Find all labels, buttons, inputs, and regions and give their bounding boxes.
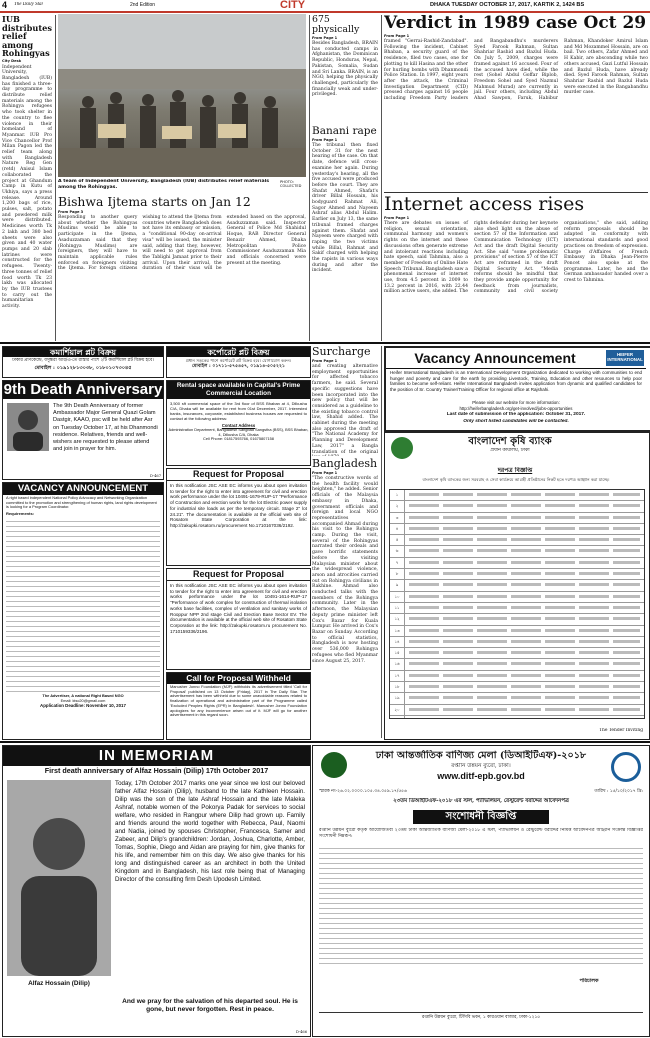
- ad-subtitle: First death anniversary of Alfaz Hossain (Dilip) 17th October 2017: [44, 766, 269, 775]
- column-rule: [381, 15, 382, 341]
- story-body: The tribunal then fixed October 31 for the next hearing of the case. On that date, defence will cross-examine her again. During yesterday's hearing, all the five accused were produced before the court. They are Shafat Ahmed, Shafat's driver Billal Hossain, his bodyguard Rahmat Ali, Sagor Ahmed and Nayeem Ashraf alias Abdul Halim. Earlier on July 13, the same tribunal framed charges against them. Shafat and Nayeem were charged with raping the two victims while Billal, Rahmat and Sakif charged with helping the rapists in various ways during and after the incident.: [312, 143, 378, 274]
- table-row: [390, 501, 644, 512]
- ad-krishi-bank: [384, 432, 650, 740]
- table-cell-description: [409, 662, 640, 665]
- story-headline: Banani rape: [312, 126, 377, 137]
- ad-proposal-1: [166, 468, 311, 566]
- story-headline: Surcharge: [312, 346, 371, 358]
- ad-withheld: [166, 672, 311, 740]
- ad-website[interactable]: www.ditf-epb.gov.bd: [437, 771, 525, 781]
- table-cell-serial: ১৯: [390, 693, 405, 703]
- ad-title: বাংলাদেশ কৃষি ব্যাংক: [468, 436, 552, 447]
- story-internet: [384, 194, 648, 341]
- dateline: DHAKA TUESDAY OCTOBER 17, 2017, KARTIK 2, 1424 BS: [430, 2, 585, 8]
- ad-contact-label: Contact Address: [221, 423, 256, 428]
- ad-commercial-plot: [2, 346, 164, 378]
- ad-deadline: Last date of submission of the application: October 31, 2017.: [446, 412, 586, 417]
- ad-note: Only short listed candidates will be contacted.: [463, 419, 569, 424]
- table-row: [390, 614, 644, 625]
- ad-requirements-list: [6, 517, 160, 693]
- table-cell-description: [409, 595, 640, 598]
- table-row: [390, 671, 644, 682]
- story-headline: Internet access rises: [384, 194, 585, 215]
- ad-subtitle: রপ্তানি উন্নয়ন ব্যুরো, ঢাকা।: [451, 763, 511, 769]
- ad-title: ঢাকা আন্তর্জাতিক বাণিজ্য মেলা (ডিআইটিএফ)-২০১৮: [375, 750, 587, 761]
- photo-crowd: [58, 14, 306, 177]
- ad-body: In this notification JSC ASE EC informs you about open invitation to tender for the right to enter into agreement for civil and erection works performance under the lot 10491-1614-RUP-17 "Performance of work complex for construction of thermal isolation works base facilities, complex of ventilation and sanitary works of Rooppur NPP 2nd stage Civil and Erection Base Sector EV. The documentation is available at the official web site of Rosatom State Corporation at the link: http://zakupki.rosatom.ru procurement No. 1710159336/2196.: [170, 583, 307, 634]
- table-cell-description: [409, 527, 640, 530]
- ad-deadline: Application Deadline: November 10, 2017: [40, 703, 126, 709]
- memorial-photo: [7, 780, 111, 976]
- story-byline: From Page 3: [58, 210, 84, 214]
- memorial-portrait: [7, 780, 111, 976]
- ad-heading: দরপত্র বিজ্ঞপ্তি: [497, 467, 533, 474]
- ad-phone: মোবাইল : ০১৭১১-৫৭৫৪৫৭, ০১৯১৪-৫০৫২২১: [192, 364, 285, 370]
- table-cell-serial: ১০: [390, 592, 405, 602]
- ad-title: 9th Death Anniversary: [3, 381, 163, 398]
- table-cell-description: [409, 572, 640, 575]
- ad-trade-fair: [312, 745, 650, 1037]
- ad-footer: The Tender Inviting: [599, 728, 643, 733]
- ad-website-label: Please visit our website for more information:: [472, 400, 560, 405]
- table-row: [390, 637, 644, 648]
- table-row: [390, 682, 644, 693]
- table-row: [390, 592, 644, 603]
- ad-corporate-plot: [166, 346, 311, 378]
- epb-logo: [321, 752, 347, 778]
- table-row: [390, 603, 644, 614]
- story-surcharge: [312, 346, 378, 456]
- story-physically: [312, 15, 378, 125]
- ad-rental-space: [166, 380, 311, 466]
- story-verdict: [384, 14, 648, 190]
- story-bangladesh: [312, 458, 378, 738]
- story-byline: From Page 1: [312, 471, 338, 475]
- table-row: [390, 490, 644, 501]
- photo-caption: A team of Independent University, Bangladesh (IUB) distributes relief materials among the Rohingyas.: [58, 179, 269, 190]
- fold-rule-2: [0, 741, 650, 743]
- section-label: CITY: [280, 0, 306, 11]
- table-cell-serial: ১৮: [390, 682, 405, 692]
- ad-body: Today, 17th October 2017 marks one year since we lost our beloved father Alfaz Hossain (Dilip), husband to the late Kathleen Hossain. Dilip was the son of the late Ashraf Hossain and the late Maleka Ashraf, notable women of the Pokorya Padak for services to social welfare, who resided in Rangpur where Dilip had grown up. Family and friends around the world together with Rebecca, Paul, Naomi and Nadia, joined by spouses Christopher, Francesca, Samer and Zabeer, and Dilip's grandchildren: Jordan, Joshua, Charlotte, Amber, Tomas, Sophie, Diego and Aidan are praying for him, give thanks for his life, and remember him on this day. We also give thanks for his long and distinguished career as an architect in both the United Kingdom and in Bangladesh, his last role being that of Managing Director of the consulting firm Desh Upodesh Limited.: [115, 780, 305, 883]
- ad-prayer: And we pray for the salvation of his departed soul. He is gone, but never forgotten. Rest in peace.: [122, 998, 298, 1014]
- table-cell-description: [409, 617, 640, 620]
- story-headline: IUB distributes relief among Rohingyas: [2, 15, 52, 58]
- table-cell-serial: ১৭: [390, 671, 405, 681]
- table-row: [390, 659, 644, 670]
- ad-body-details: [319, 844, 643, 968]
- story-banani: [312, 126, 378, 341]
- story-body: "The constructive words of the health facility would heighten," he added. Senior officials of the Malaysia embassy in Dhaka, government officials and foreign and local NGO representatives accompanied Ahmad during his visit to the Rohingya camp. During the visit, several of the Rohingyas narrated their ordeals and gave horrific statements before the visiting Malaysian minister about the widespread violence, arson and atrocities carried out on Rohingya civilians in Rakhine. Ahmad also conducted talks with the members of the Rohingya community. Later in the afternoon, the Malaysian deputy prime minister left Cox's Bazar for Kuala Lumpur. He arrived in Cox's Bazar on Sunday. According to official statistics, Bangladesh is now hosting over 536,000 Rohingya refugees who fled Myanmar since August 25, 2017.: [312, 476, 378, 664]
- table-row: [390, 546, 644, 557]
- story-byline: From Page 1: [312, 359, 338, 363]
- story-byline: From Page 1: [312, 36, 338, 40]
- table-cell-serial: ৬: [390, 546, 405, 556]
- table-cell-description: [409, 651, 640, 654]
- ad-requirements-label: Requirements:: [6, 511, 35, 517]
- story-ijtema: [58, 195, 306, 341]
- ad-website[interactable]: http://heiferbangladesh.org/get-involved/jobs-opportunities: [459, 406, 573, 411]
- table-cell-description: [409, 516, 640, 519]
- table-row: [390, 693, 644, 704]
- story-iub: [2, 15, 52, 341]
- story-body: Besides Bangladesh, BRAIN has conducted camps in Afghanistan, the Dominican Republic, Honduras, Nepal, Pakistan, Somalia, Sudan and Sri Lanka. BRAIN, is an NGO, helping the physically challenged, particularly the financially weak and under-privileged.: [312, 41, 378, 98]
- rohingya-photo: [58, 14, 306, 177]
- story-headline: 675 physically: [312, 15, 360, 35]
- table-cell-serial: ৯: [390, 580, 405, 590]
- tender-rows: [390, 490, 644, 719]
- story-body: Responding to another query about whether the Rohingyas Muslims would be able to participate in the Ijtema, Asaduzzaman said that they (Rohingya Muslims) are foreigners, they will have to maintain applicable rules enforced on foreigners visiting the Ijtema. For foreign citizens wishing to attend the Ijtema from countries where Bangladesh does not have its embassy or mission, a "conditional 90-day on-arrival visa" will be issued, the minister said, adding that they, however, will need to get approval from the Tablighi Jamaat prior to their arrival. Upon their arrival, the duration of their visas will be extended based on the approval, Asaduzzaman said. Inspector General of Police Md Shahidul Hoque, RAB Director General Benazir Ahmed, Dhaka Metropolitan Police Commissioner Asaduzzaman Mia and officials concerned were present at the meeting.: [58, 215, 306, 272]
- table-cell-description: [409, 674, 640, 677]
- ditf-logo: [611, 752, 641, 782]
- table-cell-description: [409, 493, 640, 496]
- ad-memo: স্মারক নং-২৬.০২.০০০০.১০৫.৩৪.০৫৯.১৭/৫৫৬: [319, 789, 407, 794]
- ad-divider: [386, 368, 646, 369]
- masthead-rule: [0, 11, 650, 13]
- ad-title: Request for Proposal: [167, 569, 310, 581]
- table-cell-serial: ১২: [390, 614, 405, 624]
- table-row: [390, 524, 644, 535]
- ad-phone: Cell Phone: 01817593766, 01675807158: [203, 436, 274, 442]
- table-cell-description: [409, 561, 640, 564]
- table-cell-serial: ২: [390, 501, 405, 511]
- story-byline: City Desk: [2, 58, 22, 63]
- table-row: [390, 648, 644, 659]
- table-cell-serial: ১৬: [390, 659, 405, 669]
- ad-body: In this notification JSC ASE EC informs you about open invitation to tender for the right to enter into agreement for civil and erection work performance under the lot 10491-1679-RUP-17 "Performance of Construction and erection works for the lot Electric power supply for industrial site loads as per the temporary circuit. Stage 2" lot 24.21". The documentation is available at the official web site of Rosatom State Corporation at the link: http://zakupki.rosatom.ru/procurement No.1710167036/2192.: [170, 483, 307, 528]
- ad-memoriam: [2, 745, 311, 1037]
- ad-advertiser: The Advertiser, A national Right Based NGO: [42, 693, 124, 699]
- column-rule: [309, 15, 310, 341]
- table-cell-description: [409, 606, 640, 609]
- ad-ref: D-466: [295, 1029, 307, 1034]
- ad-body: A right based independent National Policy Advocacy and Networking Organization committed to the promotion and strengthening of human rights, land rights development is looking for a Program Coordinator.: [6, 495, 157, 510]
- ad-vacancy-heifer: [384, 346, 650, 432]
- photo-caption: Alfaz Hossain (Dilip): [28, 980, 90, 987]
- ad-phone: মোবাইল : ০১৯১২৮১৩০৩৮, ০১৮০১০৭৩০৪৫: [34, 364, 132, 371]
- table-row: [390, 513, 644, 524]
- table-cell-serial: ১৫: [390, 648, 405, 658]
- table-row: [390, 535, 644, 546]
- table-row: [390, 716, 644, 719]
- ad-ref: D-467: [149, 473, 161, 478]
- portrait-silhouette: [7, 403, 49, 451]
- column-rule: [55, 15, 56, 341]
- ad-body: ঢাকার প্রাণকেন্দ্রে, বসুন্ধরা আর/এ-তে রাস্তার পাশে ২টি কমার্শিয়াল প্লট বিক্রয় হবে।: [12, 358, 154, 363]
- table-cell-description: [409, 640, 640, 643]
- ad-title: কমার্শিয়াল প্লট বিক্রয়: [3, 347, 163, 357]
- ad-title: Call for Proposal Withheld: [167, 673, 310, 684]
- story-body: Independent University, Bangladesh (IUB) has finished a three-day programme to distribute relief materials among the Rohingya refugees who took shelter in the country to flee violence in their homeland of Myanmar. IUB Pro Vice Chancellor Prof Milan Pagon led the relief team along with Bangladesh Nature Reg Gen (retd) Anisul Islam collaborated the project at Ghandum Camp in Kutu of Ukhiya, says a press release. Around 1,200 bags of rice, pulses, salt, potato and powdered milk were distributed. Medicines worth Tk 2 lakh and 380 bed sheets were also given and 40 water pumps and 20 slab latrines were constructed for the refugees. Twenty-three tonnes of relief food worth Tk 23 lakh was allocated by the IUB trustees to carry out the humanitarian activity.: [2, 64, 52, 310]
- heifer-logo: HEIFER INTERNATIONAL: [606, 350, 644, 366]
- table-cell-description: [409, 538, 640, 541]
- table-cell-serial: ৮: [390, 569, 405, 579]
- ad-title: Request for Proposal: [167, 469, 310, 481]
- fold-rule: [0, 342, 650, 344]
- table-cell-serial: ৩: [390, 513, 405, 523]
- table-row: [390, 580, 644, 591]
- ad-body: Manusher Jonno Foundation (MJF) withholds its advertisement titled 'Call for Proposal' published on 13 October (Friday), 2017 in The Daily Star. The advertisement has been withheld due to some unavoidable reasons related to finalization of operational and administrative part of the Programme called 'Excluded Peoples Rights (EPR) in Bangladesh'. Manusher Jonno Foundation apologizes for any inconvenience arisen out of it. MJF will go for another advertisement in this regard soon.: [170, 684, 307, 718]
- table-cell-serial: ২০: [390, 705, 405, 715]
- story-byline: From Page 1: [384, 34, 410, 38]
- ad-heading: সংশোধনী বিজ্ঞপ্তি: [413, 810, 549, 824]
- table-cell-serial: [390, 716, 405, 719]
- table-cell-serial: ১১: [390, 603, 405, 613]
- story-headline: Bishwa Ijtema starts on Jan 12: [58, 195, 251, 209]
- ad-contact: Administration Department, Bangladesh Sangbad Sangstha (BSS), BSS Bhaban, 4, Dilkusha C/A, Dhaka: [168, 427, 309, 437]
- table-cell-description: [409, 708, 640, 711]
- table-cell-serial: ৭: [390, 558, 405, 568]
- ad-subtitle: প্রধান কার্যালয়, ঢাকা: [490, 448, 530, 453]
- table-row: [390, 705, 644, 716]
- ad-title: কর্পোরেট প্লট বিক্রয়: [167, 347, 310, 357]
- story-body: framed "Gerrai-Rashid-Zandabad". Following the incident, Cabinet Bhaban, a security guard of the residence, filed two cases, one for plotting to kill Hasina and the other for hurling bombs with Dhanmondi Police Station. In 1997, eight years after the attack, the Criminal Investigation Department (CID) pressed charges against 16 people including Freedom Party leaders and Bangabandhu's murderers Syed Farook Rahman, Sultan Shahriar Rashid and Bazlul Huda. On July 5, 2009, charges were framed against 16 accused. Four of the accused have died, while the rest (Sohel Abdul Goffar Biplob, Freedom Sohel and Syed Nazmul Mahmud Murad) are currently in jail. Four others, including Abdul Ahad Sawpon, Faruk, Habibur Rahman, Khandoker Amirul Islam and Md Mozammel Hossain, are on bail. Two others, Zafar Ahmed and H Kabir, are absconding while two others accused, Gazi Lutful Hossain and Bazlul Huda, have already died. Syed Farook Rahman, Sultan Shahriar Rashid and Bazlul Huda were executed in the Bangabandhu murder case.: [384, 39, 648, 102]
- column-rule: [381, 346, 382, 738]
- ad-death-anniversary: [2, 380, 164, 480]
- story-byline: From Page 1: [384, 216, 410, 220]
- ad-title: IN MEMORIAM: [3, 746, 310, 766]
- ad-intro: বাংলাদেশ কৃষি ব্যাংকের জন্য সরবরাহ ও সেবা কার্যক্রমে আগ্রহী প্রতিষ্ঠানের নিকট হতে দরপত্র আহ্বান করা যাচ্ছে।: [422, 477, 610, 482]
- ad-proposal-2: [166, 568, 311, 670]
- story-headline: Bangladesh: [312, 458, 378, 470]
- story-headline: Verdict in 1989 case Oct 29: [384, 14, 647, 33]
- ad-body: রপ্তানি উন্নয়ন ব্যুরো কর্তৃক আয়োজিতব্য ২৩তম ঢাকা আন্তর্জাতিক বাণিজ্য মেলা-২০১৮ এ স্টল, প্যাভিলিয়ন ও রেস্টুরেন্ট বরাদ্দের নিমিত্ত আবেদনপত্র আহ্বান সংক্রান্ত বিজ্ঞপ্তির সংশোধনী নিম্নরূপ:: [319, 828, 643, 839]
- table-row: [390, 558, 644, 569]
- table-cell-serial: ১৪: [390, 637, 405, 647]
- ad-body: প্রধান সড়কের পাশে কর্পোরেট প্লট বিক্রয় হবে। যোগাযোগ করুন।: [185, 358, 292, 363]
- photo-credit: PHOTO: COLLECTED: [280, 180, 302, 189]
- ad-body: 3,500 sft commercial space of the 3rd floor of BSS Bhaban at 4, Dilkusha C/A, Dhaka will be available for rent from 01st December, 2017. Interested banks, insurances, corporate, established business houses are requested to contact at the following address:: [170, 401, 307, 421]
- bank-logo: [391, 437, 413, 459]
- ad-notice-line: ২৩তম ডিআইটিএফ-২০১৮ এর স্টল, প্যাভিলিয়ন, রেস্টুরেন্ট বরাদ্দের আবেদনপত্র: [393, 798, 569, 804]
- table-cell-description: [409, 549, 640, 552]
- ad-signature: পরিচালক: [579, 978, 599, 984]
- ad-title: Rental space available in Capital's Prime Commercial Location: [167, 381, 310, 399]
- table-cell-description: [409, 629, 640, 632]
- table-cell-serial: ৪: [390, 524, 405, 534]
- ad-body: The 9th Death Anniversary of former Ambassador Major General Quazi Golam Dastgir, KAAO, psc will be held after Asr on Tuesday October 17, at his Dhanmondi residence. Relatives, friends and well-wishers are requested to please attend and join in prayer for him.: [53, 403, 158, 453]
- story-body: There are debates on issues of religion, sexual orientation, communal harmony and women's rights on the internet and these discussions often generate extreme and intolerant reactions including hate speech, said Tahmina, also a member of Freedom of Online Hate Speech Tribunal. Bangladesh saw a phenomenal increase of internet use, from 4.5 percent in 2009 to 13.2 percent in 2016, with 22.44 million active users, she added. The rights defender during her keynote also shed light on the abuse of section 57 of the Information and Communication Technology (ICT) Act and the draft Digital Security Act. She said "some problematic provisions" of section 57 of the ICT Act are reframed in the draft Digital Security Act. "Media reforms should be mindful that they provide ample opportunity for feedback from journalists, community and civil society organisations," she said, adding reform proposals should be adapted in conformity with international standards and good practices on freedom of expression. Charge d'Affaires of French Embassy in Dhaka Jean-Pierre Poncet also spoke at the programme. Later, he and the German ambassador handed over a crest to Tahmina.: [384, 221, 648, 295]
- story-body: and creating alternative employment opportunities for affected tobacco farmers, he said. Several specific suggestions have been incorporated into the new policy that will be considered as a guideline to the existing tobacco control law, Shahid added. The cabinet during the meeting also approved the draft of "The National Academy for Planning and Development Law, 2017" a Bangla translation of the original: [312, 364, 378, 455]
- table-cell-serial: ৫: [390, 535, 405, 545]
- table-cell-description: [409, 685, 640, 688]
- paper-name: The Daily Star: [14, 2, 44, 7]
- ad-footer: রপ্তানি উন্নয়ন ব্যুরো, টিসিবি ভবন, ১ কারওয়ান বাজার, ঢাকা-১২১৫: [319, 1012, 643, 1021]
- table-cell-serial: ১: [390, 490, 405, 500]
- ad-date: তারিখ : ১৫/১০/২০১৭ খ্রি:: [594, 789, 643, 794]
- page-number: 4: [2, 0, 8, 10]
- story-byline: From Page 1: [312, 138, 338, 142]
- portrait-photo: [7, 403, 49, 451]
- table-cell-description: [409, 696, 640, 699]
- section-rule: [384, 192, 648, 193]
- edition-label: 2nd Edition: [130, 2, 156, 8]
- ad-vacancy-general: [2, 482, 164, 740]
- table-cell-serial: ১৩: [390, 626, 405, 636]
- table-cell-description: [409, 504, 640, 507]
- ad-body: Heifer International Bangladesh is an International Development Organization dedicated to working with communities to end hunger and poverty and care for the earth by providing Livestock, Training, Education and other resources to help poor families to become self-reliant. Heifer International Bangladesh invites application from dynamic and qualified candidates for the position of Sr. Country Trainer/Training Officer for regional office at Rajshahi.: [390, 370, 642, 392]
- ad-title: VACANCY ANNOUNCEMENT: [3, 483, 163, 495]
- table-row: [390, 569, 644, 580]
- ad-email: Email: ktsc20@gmail.com: [60, 697, 106, 703]
- table-row: [390, 626, 644, 637]
- tender-table: [389, 489, 645, 719]
- ad-title: Vacancy Announcement: [414, 350, 576, 366]
- table-cell-description: [409, 583, 640, 586]
